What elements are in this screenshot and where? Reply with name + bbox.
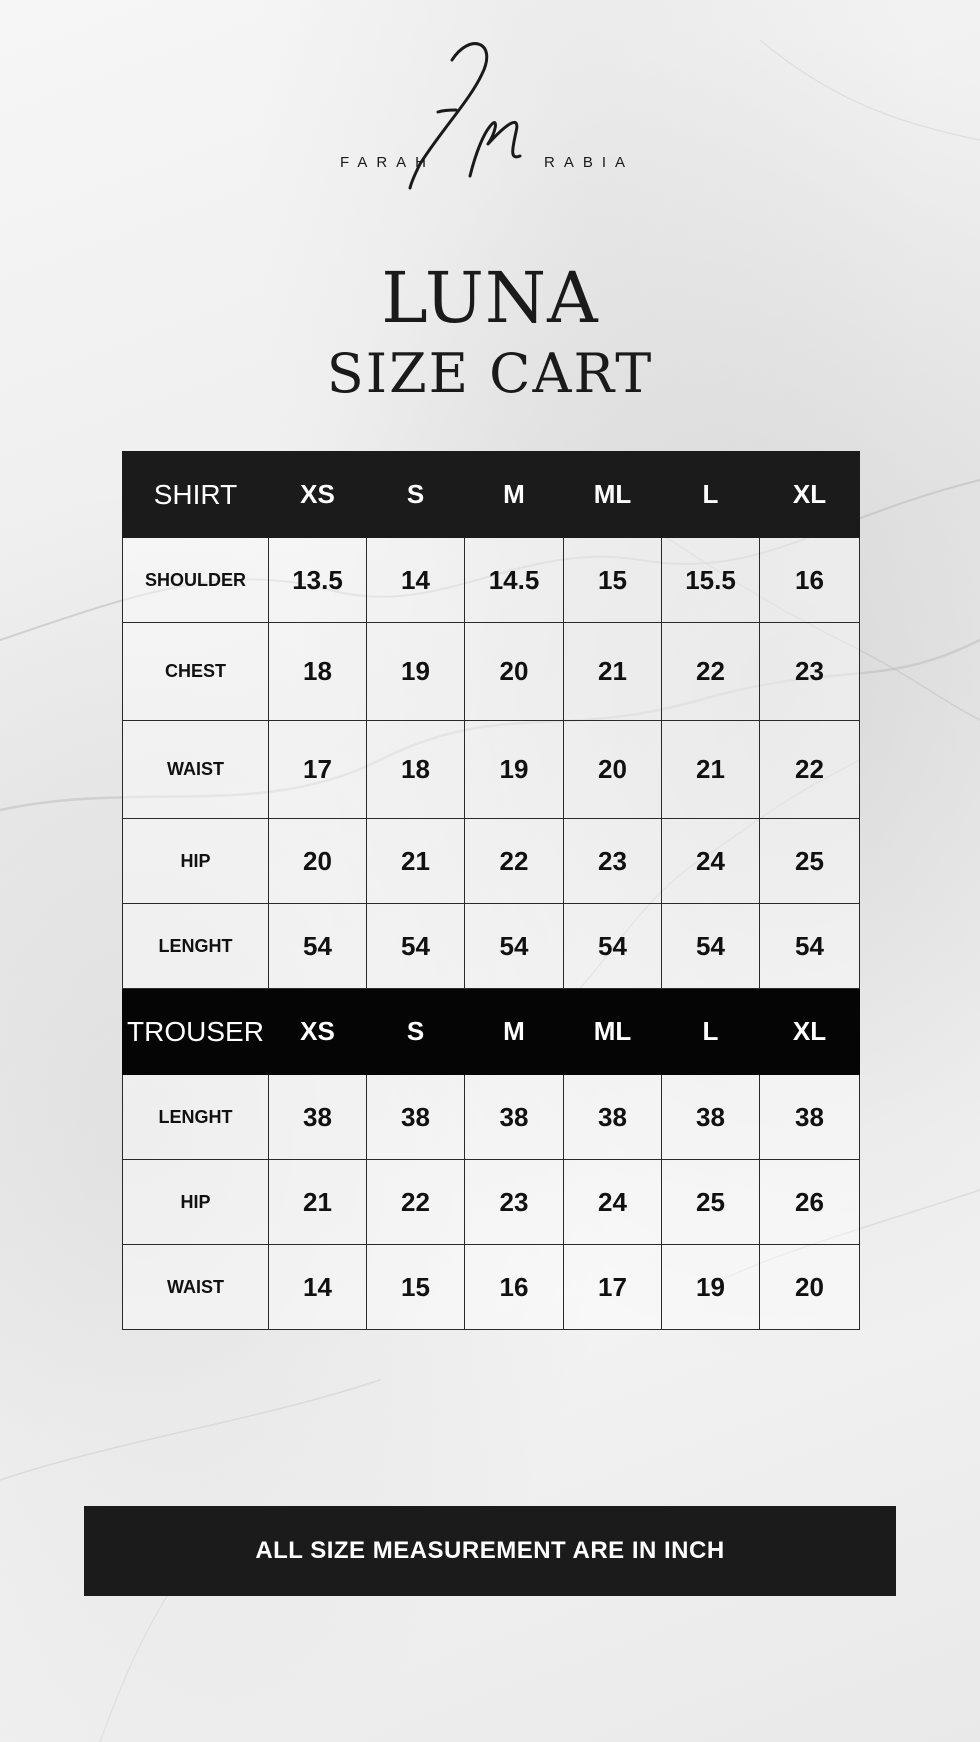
- measurement-note: ALL SIZE MEASUREMENT ARE IN INCH: [255, 1537, 725, 1564]
- measurement-label: CHEST: [123, 623, 269, 721]
- size-header: ML: [564, 452, 662, 538]
- monogram-icon: [320, 40, 660, 210]
- measurement-value: 38: [367, 1075, 465, 1160]
- size-header: L: [662, 989, 760, 1075]
- brand-last-name: RABIA: [544, 154, 635, 171]
- measurement-value: 15: [367, 1245, 465, 1330]
- measurement-value: 22: [367, 1160, 465, 1245]
- measurement-value: 25: [662, 1160, 760, 1245]
- measurement-value: 38: [465, 1075, 564, 1160]
- measurement-value: 23: [760, 623, 860, 721]
- measurement-value: 16: [465, 1245, 564, 1330]
- table-row: [123, 1160, 860, 1245]
- measurement-value: 13.5: [269, 538, 367, 623]
- measurement-value: 25: [760, 819, 860, 904]
- measurement-value: 54: [564, 904, 662, 989]
- measurement-value: 38: [564, 1075, 662, 1160]
- measurement-value: 20: [269, 819, 367, 904]
- measurement-value: 54: [760, 904, 860, 989]
- measurement-value: 26: [760, 1160, 860, 1245]
- measurement-label: LENGHT: [123, 904, 269, 989]
- measurement-label: HIP: [123, 819, 269, 904]
- table-row: [123, 819, 860, 904]
- measurement-value: 15.5: [662, 538, 760, 623]
- measurement-value: 16: [760, 538, 860, 623]
- measurement-label: SHOULDER: [123, 538, 269, 623]
- measurement-value: 38: [662, 1075, 760, 1160]
- measurement-value: 54: [465, 904, 564, 989]
- page-subtitle: SIZE CART: [326, 342, 654, 405]
- measurement-value: 23: [564, 819, 662, 904]
- size-header: S: [367, 989, 465, 1075]
- measurement-value: 17: [269, 721, 367, 819]
- measurement-note-banner: [84, 1506, 896, 1596]
- measurement-value: 21: [269, 1160, 367, 1245]
- measurement-value: 54: [367, 904, 465, 989]
- size-header: XS: [269, 452, 367, 538]
- shirt-section-label: SHIRT: [123, 452, 269, 538]
- measurement-value: 22: [465, 819, 564, 904]
- measurement-value: 14: [269, 1245, 367, 1330]
- size-header: M: [465, 452, 564, 538]
- size-header: XL: [760, 989, 860, 1075]
- measurement-value: 19: [367, 623, 465, 721]
- measurement-label: LENGHT: [123, 1075, 269, 1160]
- measurement-value: 24: [662, 819, 760, 904]
- size-header: XS: [269, 989, 367, 1075]
- table-row: [123, 1245, 860, 1330]
- measurement-value: 54: [269, 904, 367, 989]
- measurement-value: 15: [564, 538, 662, 623]
- table-row: [123, 538, 860, 623]
- measurement-value: 24: [564, 1160, 662, 1245]
- brand-logo: [320, 40, 660, 210]
- table-row: [123, 1075, 860, 1160]
- measurement-label: HIP: [123, 1160, 269, 1245]
- measurement-value: 21: [367, 819, 465, 904]
- measurement-value: 22: [662, 623, 760, 721]
- size-header: XL: [760, 452, 860, 538]
- measurement-value: 14: [367, 538, 465, 623]
- size-header: ML: [564, 989, 662, 1075]
- measurement-value: 18: [367, 721, 465, 819]
- measurement-value: 20: [760, 1245, 860, 1330]
- trouser-header-row: [123, 989, 860, 1075]
- measurement-value: 21: [662, 721, 760, 819]
- product-title: LUNA: [381, 257, 599, 339]
- measurement-value: 19: [662, 1245, 760, 1330]
- measurement-value: 38: [269, 1075, 367, 1160]
- measurement-value: 19: [465, 721, 564, 819]
- measurement-label: WAIST: [123, 1245, 269, 1330]
- table-row: [123, 721, 860, 819]
- measurement-value: 17: [564, 1245, 662, 1330]
- table-row: [123, 904, 860, 989]
- size-header: M: [465, 989, 564, 1075]
- measurement-value: 38: [760, 1075, 860, 1160]
- table-row: [123, 623, 860, 721]
- size-header: S: [367, 452, 465, 538]
- shirt-header-row: [123, 452, 860, 538]
- measurement-label: WAIST: [123, 721, 269, 819]
- size-header: L: [662, 452, 760, 538]
- measurement-value: 54: [662, 904, 760, 989]
- measurement-value: 14.5: [465, 538, 564, 623]
- measurement-value: 18: [269, 623, 367, 721]
- measurement-value: 22: [760, 721, 860, 819]
- measurement-value: 20: [465, 623, 564, 721]
- size-chart-table: [122, 451, 860, 1330]
- measurement-value: 23: [465, 1160, 564, 1245]
- measurement-value: 21: [564, 623, 662, 721]
- brand-first-name: FARAH: [340, 154, 436, 171]
- trouser-section-label: TROUSER: [123, 989, 269, 1075]
- measurement-value: 20: [564, 721, 662, 819]
